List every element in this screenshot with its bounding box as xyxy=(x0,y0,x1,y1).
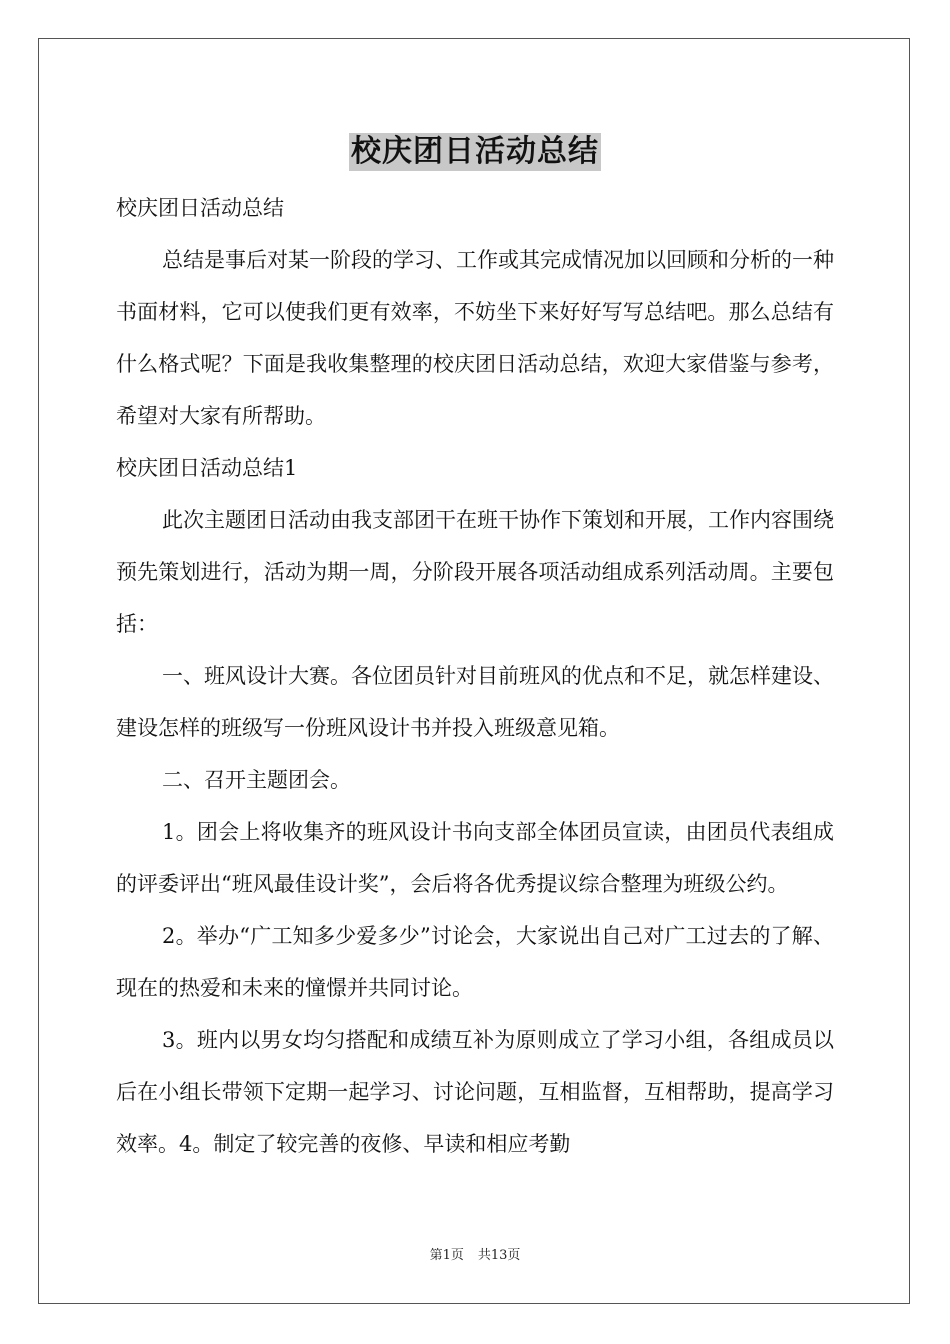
page-total: 共13页 xyxy=(477,1248,521,1263)
page-footer xyxy=(0,1244,950,1263)
paragraph-sub-2: 2。举办“广工知多少爱多少”讨论会，大家说出自己对广工过去的了解、现在的热爱和未来的憧憬并共同讨论。 xyxy=(116,924,834,1000)
paragraph-sub-3: 3。班内以男女均匀搭配和成绩互补为原则成立了学习小组，各组成员以后在小组长带领下定期一起学习、讨论问题，互相监督，互相帮助，提高学习效率。4。制定了较完善的夜修、早读和相应考勤 xyxy=(116,1028,834,1156)
paragraph-item-1: 一、班风设计大赛。各位团员针对目前班风的优点和不足，就怎样建设、建设怎样的班级写一份班风设计书并投入班级意见箱。 xyxy=(116,664,834,740)
document-title-text: 校庆团日活动总结 xyxy=(351,134,599,169)
document-title xyxy=(116,118,834,182)
section-heading: 校庆团日活动总结1 xyxy=(116,456,298,480)
intro-paragraph: 总结是事后对某一阶段的学习、工作或其完成情况加以回顾和分析的一种书面材料，它可以使我们更有效率，不妨坐下来好好写写总结吧。那么总结有什么格式呢？下面是我收集整理的校庆团日活动总结，欢迎大家借鉴与参考，希望对大家有所帮助。 xyxy=(116,248,834,428)
paragraph-overview: 此次主题团日活动由我支部团干在班干协作下策划和开展，工作内容围绕预先策划进行，活动为期一周，分阶段开展各项活动组成系列活动周。主要包括： xyxy=(116,508,834,636)
paragraph-item-2: 二、召开主题团会。 xyxy=(162,768,351,792)
paragraph-sub-1: 1。团会上将收集齐的班风设计书向支部全体团员宣读，由团员代表组成的评委评出“班风最佳设计奖”，会后将各优秀提议综合整理为班级公约。 xyxy=(116,820,834,896)
document-subtitle: 校庆团日活动总结 xyxy=(116,196,284,220)
document-body xyxy=(116,118,834,1170)
page-number: 第1页 xyxy=(429,1248,464,1263)
